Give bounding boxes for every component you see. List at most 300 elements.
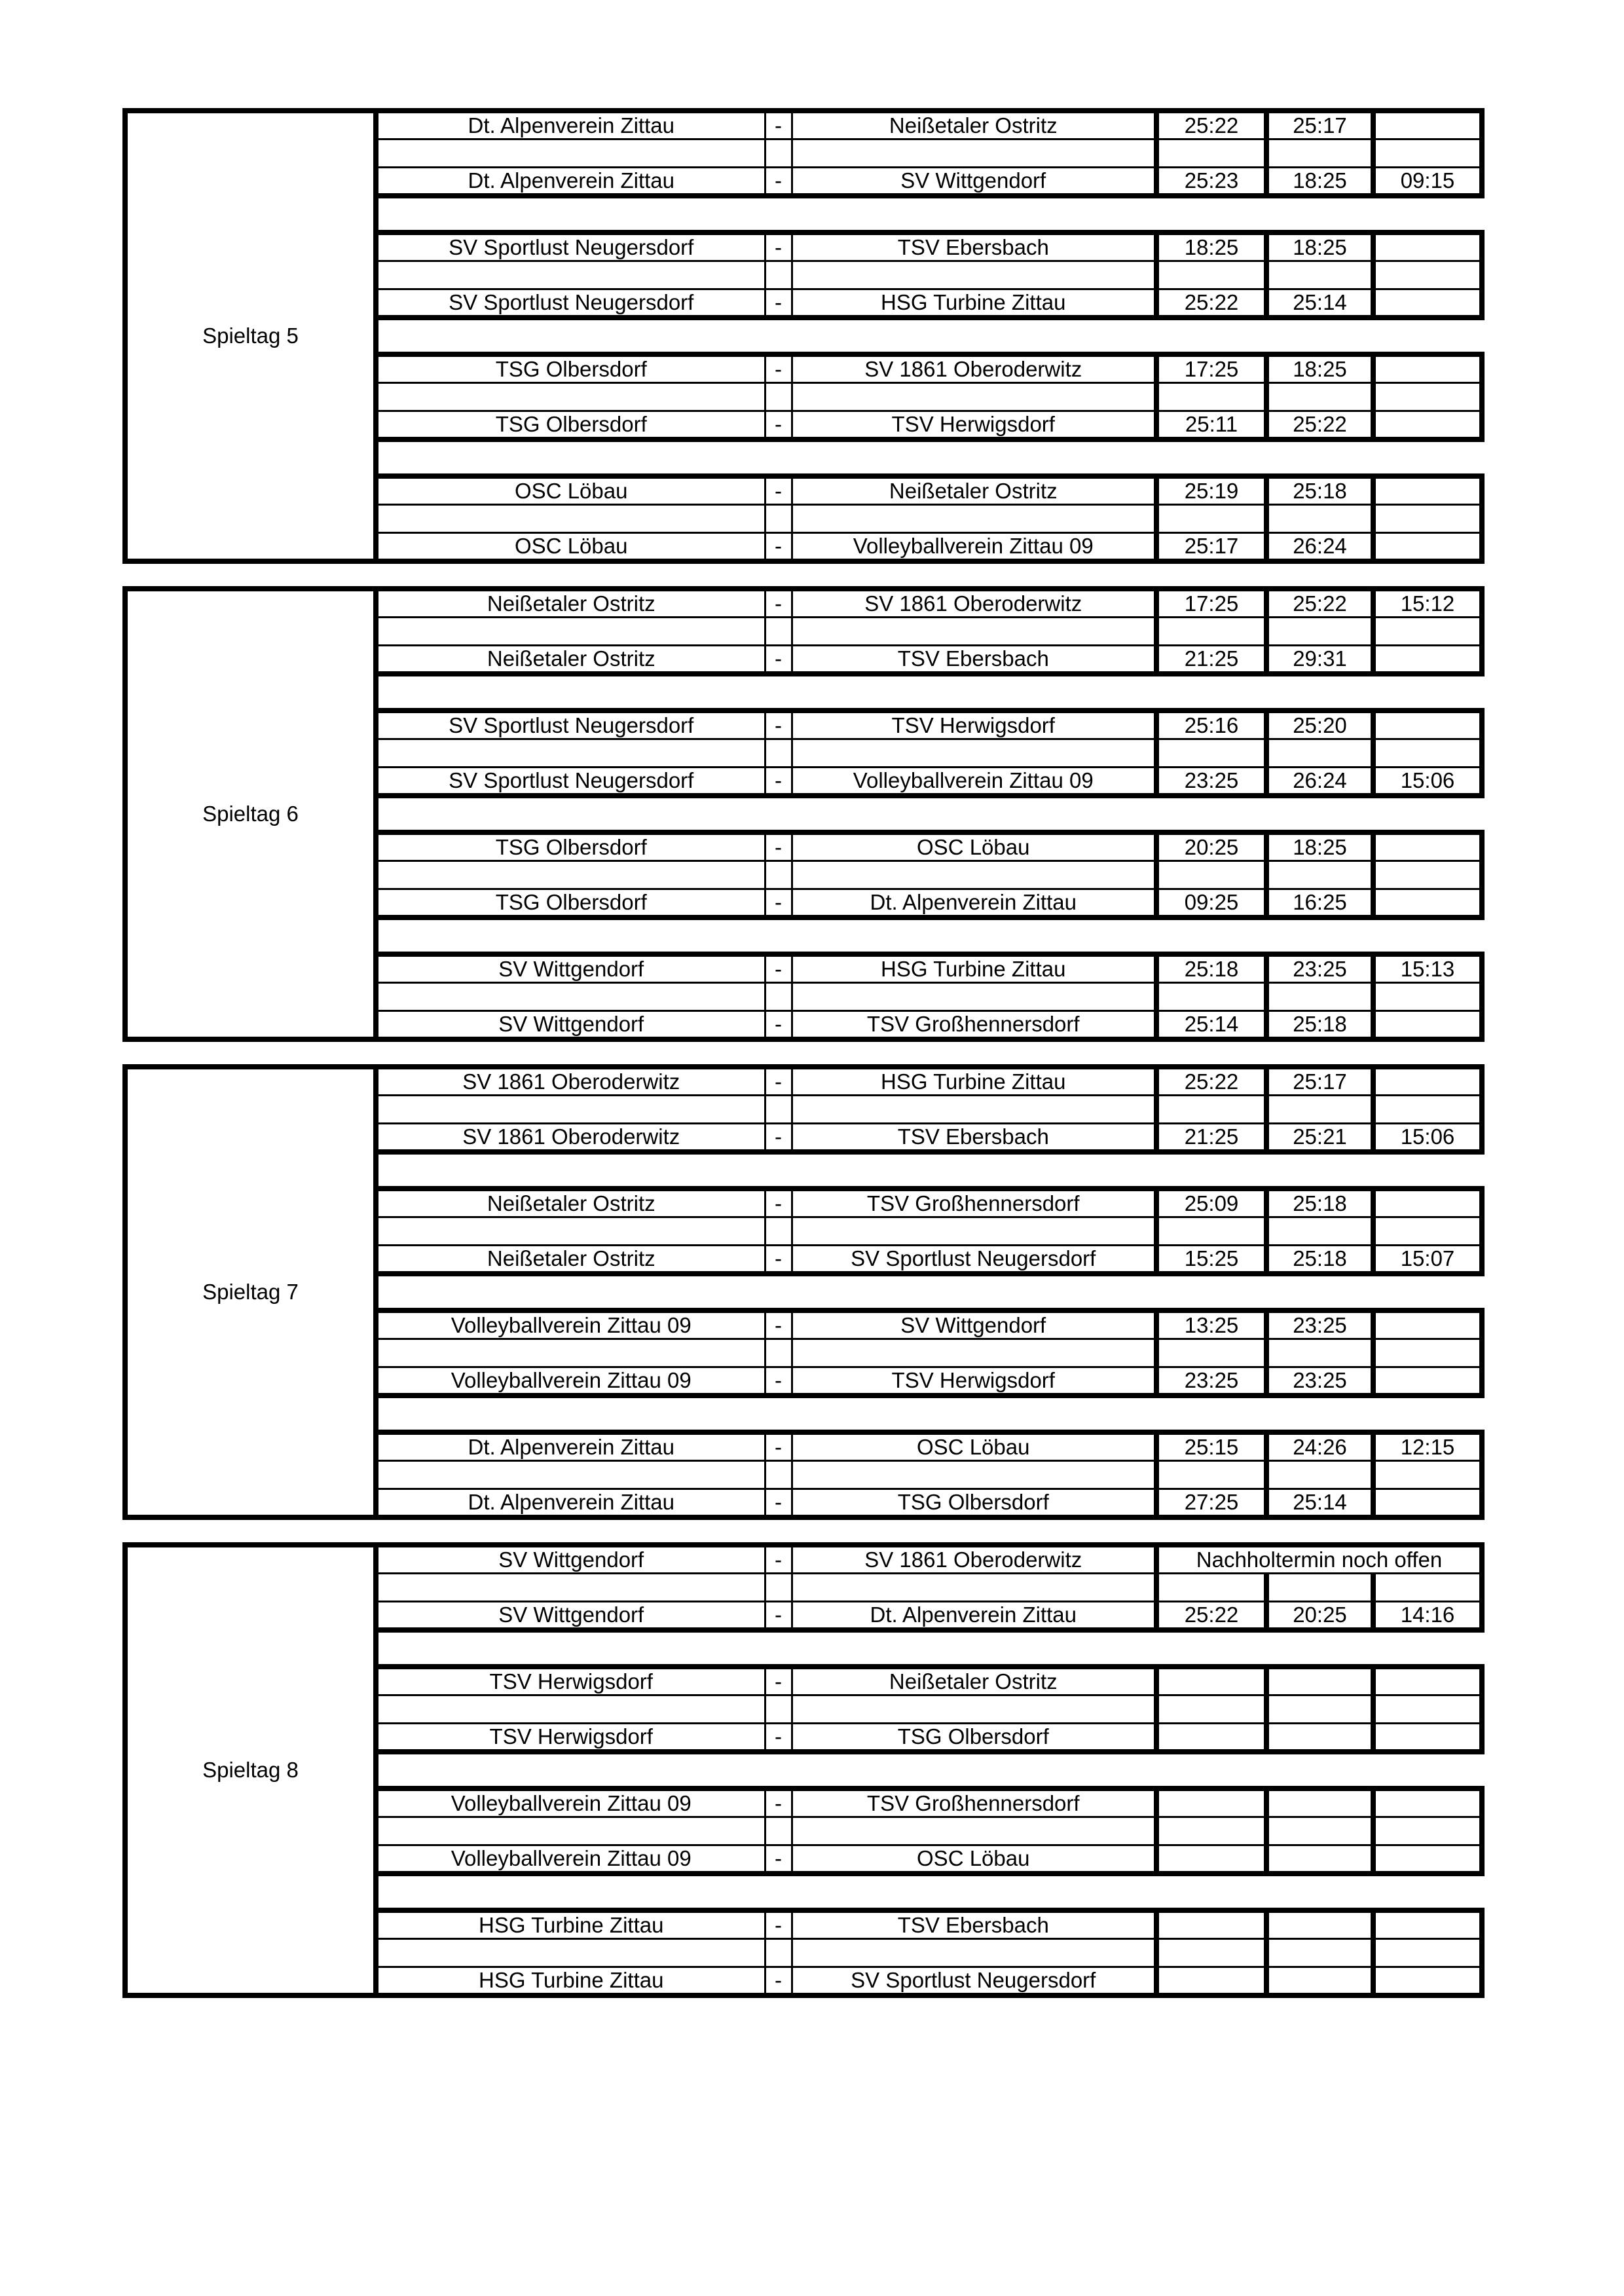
empty-cell bbox=[765, 983, 792, 1011]
set3-score-cell bbox=[1373, 411, 1482, 440]
set1-score-cell: 25:18 bbox=[1156, 954, 1266, 983]
empty-cell bbox=[792, 861, 1156, 889]
home-team-cell: SV Wittgendorf bbox=[378, 954, 765, 983]
set3-score-cell bbox=[1373, 1310, 1482, 1339]
set1-score-cell bbox=[1156, 1967, 1266, 1996]
empty-cell bbox=[378, 1817, 765, 1845]
set3-score-cell bbox=[1373, 111, 1482, 139]
spacer-row bbox=[378, 139, 1482, 168]
set3-score-cell: 15:13 bbox=[1373, 954, 1482, 983]
home-team-cell: SV Wittgendorf bbox=[378, 1545, 765, 1574]
separator-cell: - bbox=[765, 1602, 792, 1631]
empty-cell bbox=[1156, 861, 1266, 889]
away-team-cell: Dt. Alpenverein Zittau bbox=[792, 1602, 1156, 1631]
home-team-cell: TSV Herwigsdorf bbox=[378, 1667, 765, 1695]
home-team-cell: TSG Olbersdorf bbox=[378, 889, 765, 918]
spieltag-block bbox=[122, 1542, 1485, 1998]
empty-cell bbox=[765, 1339, 792, 1367]
match-pairs bbox=[378, 586, 1485, 1042]
set3-score-cell bbox=[1373, 1788, 1482, 1817]
match-row bbox=[378, 1967, 1482, 1996]
away-team-cell: HSG Turbine Zittau bbox=[792, 289, 1156, 318]
separator-cell: - bbox=[765, 1967, 792, 1996]
away-team-cell: TSV Ebersbach bbox=[792, 232, 1156, 261]
set1-score-cell: 17:25 bbox=[1156, 354, 1266, 383]
match-row bbox=[378, 711, 1482, 739]
match-row bbox=[378, 1067, 1482, 1096]
match-pairs bbox=[378, 1542, 1485, 1998]
empty-cell bbox=[378, 861, 765, 889]
away-team-cell: Volleyballverein Zittau 09 bbox=[792, 768, 1156, 796]
home-team-cell: OSC Löbau bbox=[378, 533, 765, 562]
empty-cell bbox=[1373, 983, 1482, 1011]
match-pairs bbox=[378, 108, 1485, 564]
empty-cell bbox=[792, 139, 1156, 168]
away-team-cell: HSG Turbine Zittau bbox=[792, 954, 1156, 983]
match-pair-table bbox=[378, 230, 1485, 320]
set3-score-cell: 12:15 bbox=[1373, 1432, 1482, 1461]
match-row bbox=[378, 1189, 1482, 1217]
set2-score-cell: 25:17 bbox=[1266, 111, 1373, 139]
home-team-cell: Dt. Alpenverein Zittau bbox=[378, 1489, 765, 1518]
home-team-cell: Dt. Alpenverein Zittau bbox=[378, 168, 765, 196]
empty-cell bbox=[1373, 861, 1482, 889]
set1-score-cell bbox=[1156, 1845, 1266, 1874]
spacer-row bbox=[378, 739, 1482, 768]
match-row bbox=[378, 1545, 1482, 1574]
empty-cell bbox=[765, 1695, 792, 1724]
set1-score-cell: 09:25 bbox=[1156, 889, 1266, 918]
away-team-cell: SV Wittgendorf bbox=[792, 1310, 1156, 1339]
set2-score-cell: 25:22 bbox=[1266, 589, 1373, 618]
separator-cell: - bbox=[765, 111, 792, 139]
spieltag-label: Spieltag 5 bbox=[122, 108, 378, 564]
home-team-cell: SV 1861 Oberoderwitz bbox=[378, 1067, 765, 1096]
separator-cell: - bbox=[765, 1724, 792, 1752]
match-row bbox=[378, 168, 1482, 196]
separator-cell: - bbox=[765, 589, 792, 618]
empty-cell bbox=[378, 505, 765, 533]
set3-score-cell bbox=[1373, 1910, 1482, 1939]
set3-score-cell bbox=[1373, 1667, 1482, 1695]
set3-score-cell bbox=[1373, 1011, 1482, 1040]
empty-cell bbox=[1156, 139, 1266, 168]
empty-cell bbox=[378, 739, 765, 768]
match-schedule bbox=[122, 108, 1485, 1998]
set3-score-cell bbox=[1373, 1489, 1482, 1518]
empty-cell bbox=[1373, 1939, 1482, 1967]
empty-cell bbox=[1156, 739, 1266, 768]
empty-cell bbox=[792, 383, 1156, 411]
spacer-row bbox=[378, 983, 1482, 1011]
separator-cell: - bbox=[765, 1189, 792, 1217]
empty-cell bbox=[1266, 139, 1373, 168]
empty-cell bbox=[792, 1217, 1156, 1246]
separator-cell: - bbox=[765, 1545, 792, 1574]
home-team-cell: SV 1861 Oberoderwitz bbox=[378, 1124, 765, 1153]
set3-score-cell: 15:06 bbox=[1373, 768, 1482, 796]
home-team-cell: SV Sportlust Neugersdorf bbox=[378, 768, 765, 796]
match-pair-table bbox=[378, 1064, 1485, 1155]
empty-cell bbox=[1373, 1339, 1482, 1367]
set2-score-cell: 23:25 bbox=[1266, 1310, 1373, 1339]
match-pair-table bbox=[378, 708, 1485, 798]
set1-score-cell: 21:25 bbox=[1156, 646, 1266, 675]
away-team-cell: OSC Löbau bbox=[792, 1432, 1156, 1461]
set1-score-cell: 15:25 bbox=[1156, 1246, 1266, 1274]
set1-score-cell: 25:22 bbox=[1156, 1067, 1266, 1096]
empty-cell bbox=[1266, 618, 1373, 646]
spacer-row bbox=[378, 1817, 1482, 1845]
match-row bbox=[378, 1011, 1482, 1040]
empty-cell bbox=[1156, 1574, 1266, 1602]
away-team-cell: Dt. Alpenverein Zittau bbox=[792, 889, 1156, 918]
set2-score-cell: 26:24 bbox=[1266, 768, 1373, 796]
home-team-cell: OSC Löbau bbox=[378, 476, 765, 505]
set2-score-cell: 25:14 bbox=[1266, 289, 1373, 318]
set1-score-cell bbox=[1156, 1724, 1266, 1752]
empty-cell bbox=[765, 505, 792, 533]
empty-cell bbox=[792, 1096, 1156, 1124]
empty-cell bbox=[1266, 1939, 1373, 1967]
away-team-cell: SV Sportlust Neugersdorf bbox=[792, 1967, 1156, 1996]
match-row bbox=[378, 1910, 1482, 1939]
match-row bbox=[378, 476, 1482, 505]
empty-cell bbox=[792, 739, 1156, 768]
empty-cell bbox=[1156, 983, 1266, 1011]
empty-cell bbox=[1373, 1217, 1482, 1246]
empty-cell bbox=[792, 1461, 1156, 1489]
empty-cell bbox=[1156, 1817, 1266, 1845]
separator-cell: - bbox=[765, 1845, 792, 1874]
empty-cell bbox=[1156, 1339, 1266, 1367]
empty-cell bbox=[792, 983, 1156, 1011]
away-team-cell: TSV Ebersbach bbox=[792, 646, 1156, 675]
match-pair-table bbox=[378, 1542, 1485, 1633]
match-row bbox=[378, 289, 1482, 318]
match-row bbox=[378, 1602, 1482, 1631]
empty-cell bbox=[1266, 261, 1373, 289]
match-pair-table bbox=[378, 108, 1485, 198]
set1-score-cell: 25:14 bbox=[1156, 1011, 1266, 1040]
match-pair-table bbox=[378, 473, 1485, 564]
match-pair-table bbox=[378, 1308, 1485, 1398]
empty-cell bbox=[1266, 1096, 1373, 1124]
empty-cell bbox=[1373, 1574, 1482, 1602]
home-team-cell: Dt. Alpenverein Zittau bbox=[378, 111, 765, 139]
empty-cell bbox=[1156, 1461, 1266, 1489]
away-team-cell: Neißetaler Ostritz bbox=[792, 111, 1156, 139]
set1-score-cell: 25:15 bbox=[1156, 1432, 1266, 1461]
empty-cell bbox=[378, 1461, 765, 1489]
home-team-cell: SV Sportlust Neugersdorf bbox=[378, 289, 765, 318]
empty-cell bbox=[1266, 1695, 1373, 1724]
empty-cell bbox=[1373, 1096, 1482, 1124]
set3-score-cell: 15:07 bbox=[1373, 1246, 1482, 1274]
empty-cell bbox=[765, 618, 792, 646]
empty-cell bbox=[765, 139, 792, 168]
empty-cell bbox=[1373, 505, 1482, 533]
match-pair-table bbox=[378, 1430, 1485, 1520]
set2-score-cell: 18:25 bbox=[1266, 832, 1373, 861]
match-pairs bbox=[378, 1064, 1485, 1520]
set1-score-cell: 25:16 bbox=[1156, 711, 1266, 739]
separator-cell: - bbox=[765, 289, 792, 318]
set3-score-cell bbox=[1373, 646, 1482, 675]
set3-score-cell bbox=[1373, 889, 1482, 918]
set1-score-cell: 25:22 bbox=[1156, 289, 1266, 318]
empty-cell bbox=[1266, 1217, 1373, 1246]
set3-score-cell bbox=[1373, 711, 1482, 739]
set3-score-cell bbox=[1373, 832, 1482, 861]
empty-cell bbox=[1156, 1217, 1266, 1246]
away-team-cell: SV 1861 Oberoderwitz bbox=[792, 1545, 1156, 1574]
set1-score-cell bbox=[1156, 1910, 1266, 1939]
separator-cell: - bbox=[765, 1910, 792, 1939]
set1-score-cell: 25:22 bbox=[1156, 111, 1266, 139]
home-team-cell: SV Sportlust Neugersdorf bbox=[378, 711, 765, 739]
set3-score-cell: 14:16 bbox=[1373, 1602, 1482, 1631]
home-team-cell: Neißetaler Ostritz bbox=[378, 646, 765, 675]
empty-cell bbox=[1156, 618, 1266, 646]
match-row bbox=[378, 1246, 1482, 1274]
home-team-cell: Volleyballverein Zittau 09 bbox=[378, 1788, 765, 1817]
separator-cell: - bbox=[765, 232, 792, 261]
spacer-row bbox=[378, 1339, 1482, 1367]
empty-cell bbox=[1266, 1461, 1373, 1489]
away-team-cell: OSC Löbau bbox=[792, 832, 1156, 861]
set1-score-cell: 13:25 bbox=[1156, 1310, 1266, 1339]
match-row bbox=[378, 1845, 1482, 1874]
set3-score-cell bbox=[1373, 232, 1482, 261]
away-team-cell: TSV Großhennersdorf bbox=[792, 1011, 1156, 1040]
away-team-cell: Neißetaler Ostritz bbox=[792, 476, 1156, 505]
away-team-cell: TSG Olbersdorf bbox=[792, 1724, 1156, 1752]
separator-cell: - bbox=[765, 832, 792, 861]
empty-cell bbox=[1266, 505, 1373, 533]
empty-cell bbox=[765, 1461, 792, 1489]
away-team-cell: SV Sportlust Neugersdorf bbox=[792, 1246, 1156, 1274]
empty-cell bbox=[792, 1574, 1156, 1602]
set1-score-cell: 20:25 bbox=[1156, 832, 1266, 861]
set2-score-cell: 25:20 bbox=[1266, 711, 1373, 739]
spacer-row bbox=[378, 1939, 1482, 1967]
empty-cell bbox=[765, 1817, 792, 1845]
separator-cell: - bbox=[765, 1489, 792, 1518]
set3-score-cell bbox=[1373, 1367, 1482, 1396]
set3-score-cell bbox=[1373, 1724, 1482, 1752]
set2-score-cell: 25:14 bbox=[1266, 1489, 1373, 1518]
set3-score-cell bbox=[1373, 1067, 1482, 1096]
home-team-cell: HSG Turbine Zittau bbox=[378, 1967, 765, 1996]
empty-cell bbox=[1266, 1339, 1373, 1367]
spacer-row bbox=[378, 261, 1482, 289]
away-team-cell: TSV Großhennersdorf bbox=[792, 1189, 1156, 1217]
spacer-row bbox=[378, 505, 1482, 533]
set1-score-cell: 23:25 bbox=[1156, 1367, 1266, 1396]
empty-cell bbox=[378, 1217, 765, 1246]
empty-cell bbox=[792, 1339, 1156, 1367]
match-pair-table bbox=[378, 830, 1485, 920]
away-team-cell: OSC Löbau bbox=[792, 1845, 1156, 1874]
empty-cell bbox=[378, 383, 765, 411]
empty-cell bbox=[792, 261, 1156, 289]
separator-cell: - bbox=[765, 354, 792, 383]
set2-score-cell: 18:25 bbox=[1266, 168, 1373, 196]
empty-cell bbox=[378, 1695, 765, 1724]
home-team-cell: Dt. Alpenverein Zittau bbox=[378, 1432, 765, 1461]
empty-cell bbox=[1373, 739, 1482, 768]
set2-score-cell: 25:17 bbox=[1266, 1067, 1373, 1096]
empty-cell bbox=[765, 383, 792, 411]
away-team-cell: TSV Herwigsdorf bbox=[792, 711, 1156, 739]
empty-cell bbox=[1373, 618, 1482, 646]
separator-cell: - bbox=[765, 889, 792, 918]
set1-score-cell: 25:17 bbox=[1156, 533, 1266, 562]
separator-cell: - bbox=[765, 1788, 792, 1817]
home-team-cell: TSV Herwigsdorf bbox=[378, 1724, 765, 1752]
set2-score-cell: 16:25 bbox=[1266, 889, 1373, 918]
empty-cell bbox=[765, 739, 792, 768]
spieltag-block bbox=[122, 1064, 1485, 1520]
match-row bbox=[378, 1367, 1482, 1396]
home-team-cell: Neißetaler Ostritz bbox=[378, 589, 765, 618]
match-row bbox=[378, 646, 1482, 675]
away-team-cell: SV 1861 Oberoderwitz bbox=[792, 354, 1156, 383]
match-row bbox=[378, 1788, 1482, 1817]
away-team-cell: TSG Olbersdorf bbox=[792, 1489, 1156, 1518]
set3-score-cell: 15:12 bbox=[1373, 589, 1482, 618]
set3-score-cell bbox=[1373, 533, 1482, 562]
set2-score-cell: 25:18 bbox=[1266, 476, 1373, 505]
match-pair-table bbox=[378, 1664, 1485, 1754]
home-team-cell: SV Wittgendorf bbox=[378, 1011, 765, 1040]
set3-score-cell bbox=[1373, 1189, 1482, 1217]
match-pair-table bbox=[378, 586, 1485, 676]
home-team-cell: Neißetaler Ostritz bbox=[378, 1246, 765, 1274]
away-team-cell: Neißetaler Ostritz bbox=[792, 1667, 1156, 1695]
empty-cell bbox=[1373, 1461, 1482, 1489]
set3-score-cell bbox=[1373, 476, 1482, 505]
separator-cell: - bbox=[765, 646, 792, 675]
match-row bbox=[378, 354, 1482, 383]
empty-cell bbox=[1156, 1096, 1266, 1124]
home-team-cell: SV Sportlust Neugersdorf bbox=[378, 232, 765, 261]
set2-score-cell: 23:25 bbox=[1266, 954, 1373, 983]
set2-score-cell: 25:18 bbox=[1266, 1246, 1373, 1274]
empty-cell bbox=[378, 1339, 765, 1367]
separator-cell: - bbox=[765, 1011, 792, 1040]
home-team-cell: TSG Olbersdorf bbox=[378, 411, 765, 440]
separator-cell: - bbox=[765, 411, 792, 440]
empty-cell bbox=[765, 1096, 792, 1124]
set1-score-cell: 25:22 bbox=[1156, 1602, 1266, 1631]
separator-cell: - bbox=[765, 1067, 792, 1096]
match-pair-table bbox=[378, 952, 1485, 1042]
separator-cell: - bbox=[765, 768, 792, 796]
spieltag-label: Spieltag 8 bbox=[122, 1542, 378, 1998]
set2-score-cell: 23:25 bbox=[1266, 1367, 1373, 1396]
set2-score-cell: 25:21 bbox=[1266, 1124, 1373, 1153]
set2-score-cell: 26:24 bbox=[1266, 533, 1373, 562]
home-team-cell: TSG Olbersdorf bbox=[378, 354, 765, 383]
spacer-row bbox=[378, 618, 1482, 646]
set2-score-cell: 25:18 bbox=[1266, 1011, 1373, 1040]
empty-cell bbox=[1156, 505, 1266, 533]
set2-score-cell: 18:25 bbox=[1266, 232, 1373, 261]
match-row bbox=[378, 832, 1482, 861]
empty-cell bbox=[765, 1574, 792, 1602]
match-row bbox=[378, 589, 1482, 618]
match-row bbox=[378, 1124, 1482, 1153]
set1-score-cell: 27:25 bbox=[1156, 1489, 1266, 1518]
spieltag-block bbox=[122, 586, 1485, 1042]
match-pair-table bbox=[378, 1186, 1485, 1276]
set1-score-cell bbox=[1156, 1788, 1266, 1817]
empty-cell bbox=[378, 618, 765, 646]
match-row bbox=[378, 1310, 1482, 1339]
match-row bbox=[378, 954, 1482, 983]
score-note-cell: Nachholtermin noch offen bbox=[1156, 1545, 1482, 1574]
home-team-cell: SV Wittgendorf bbox=[378, 1602, 765, 1631]
separator-cell: - bbox=[765, 1246, 792, 1274]
empty-cell bbox=[792, 1817, 1156, 1845]
empty-cell bbox=[765, 1939, 792, 1967]
set1-score-cell: 23:25 bbox=[1156, 768, 1266, 796]
set2-score-cell: 25:22 bbox=[1266, 411, 1373, 440]
empty-cell bbox=[765, 861, 792, 889]
set1-score-cell: 18:25 bbox=[1156, 232, 1266, 261]
separator-cell: - bbox=[765, 533, 792, 562]
empty-cell bbox=[378, 983, 765, 1011]
match-row bbox=[378, 768, 1482, 796]
match-row bbox=[378, 1432, 1482, 1461]
set2-score-cell bbox=[1266, 1967, 1373, 1996]
empty-cell bbox=[792, 505, 1156, 533]
spacer-row bbox=[378, 861, 1482, 889]
spacer-row bbox=[378, 383, 1482, 411]
match-pair-table bbox=[378, 1786, 1485, 1876]
set1-score-cell: 21:25 bbox=[1156, 1124, 1266, 1153]
set3-score-cell bbox=[1373, 289, 1482, 318]
empty-cell bbox=[1266, 739, 1373, 768]
spacer-row bbox=[378, 1217, 1482, 1246]
away-team-cell: Volleyballverein Zittau 09 bbox=[792, 533, 1156, 562]
set2-score-cell: 20:25 bbox=[1266, 1602, 1373, 1631]
match-row bbox=[378, 411, 1482, 440]
spieltag-block bbox=[122, 108, 1485, 564]
set1-score-cell: 25:11 bbox=[1156, 411, 1266, 440]
empty-cell bbox=[765, 1217, 792, 1246]
separator-cell: - bbox=[765, 954, 792, 983]
separator-cell: - bbox=[765, 1124, 792, 1153]
empty-cell bbox=[1373, 1817, 1482, 1845]
match-row bbox=[378, 1489, 1482, 1518]
match-pair-table bbox=[378, 1908, 1485, 1998]
set1-score-cell: 25:23 bbox=[1156, 168, 1266, 196]
set2-score-cell bbox=[1266, 1667, 1373, 1695]
empty-cell bbox=[1266, 983, 1373, 1011]
match-row bbox=[378, 1667, 1482, 1695]
separator-cell: - bbox=[765, 1667, 792, 1695]
empty-cell bbox=[1373, 383, 1482, 411]
away-team-cell: SV 1861 Oberoderwitz bbox=[792, 589, 1156, 618]
empty-cell bbox=[378, 261, 765, 289]
match-row bbox=[378, 889, 1482, 918]
set2-score-cell: 24:26 bbox=[1266, 1432, 1373, 1461]
set2-score-cell bbox=[1266, 1788, 1373, 1817]
empty-cell bbox=[378, 139, 765, 168]
